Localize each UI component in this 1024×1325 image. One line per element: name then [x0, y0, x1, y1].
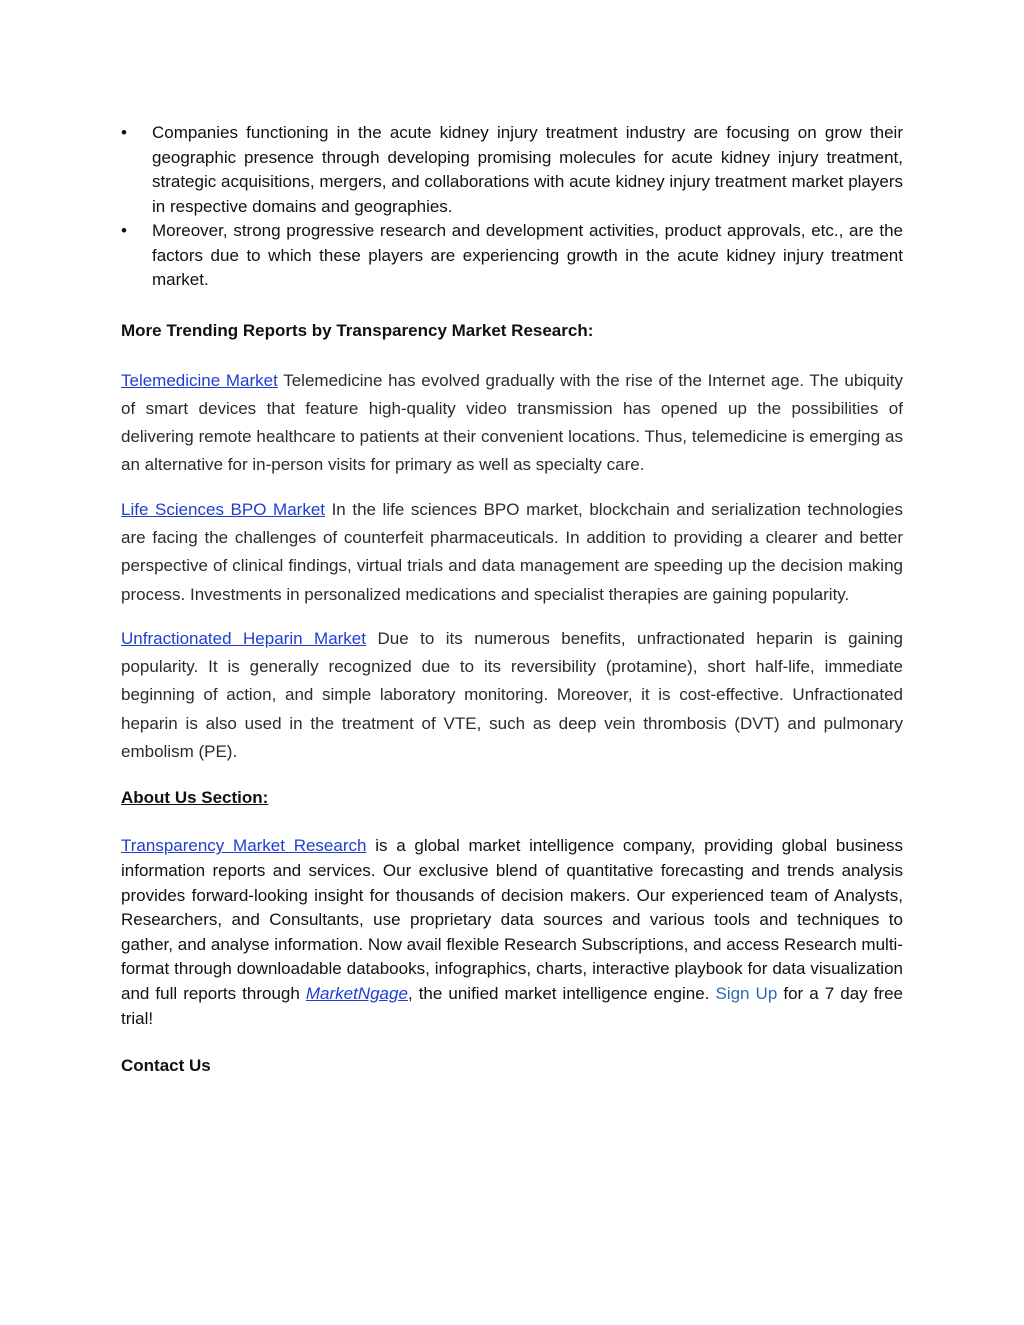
bullet-text: Moreover, strong progressive research and development activities, product approvals, etc., are the factors due to which these players are experiencing growth in the acute kidney injury treatment market. — [152, 221, 903, 289]
document-body — [121, 121, 903, 1078]
life-sciences-bpo-market-link[interactable]: Life Sciences BPO Market — [121, 499, 325, 519]
about-us-heading: About Us Section: — [121, 788, 269, 808]
bullet-item — [121, 121, 903, 219]
contact-us-heading: Contact Us — [121, 1056, 211, 1076]
bullet-list — [121, 121, 903, 293]
bullet-dot-icon: • — [121, 221, 127, 240]
report-text: Telemedicine has evolved gradually with the rise of the Internet age. The ubiquity of smart devices that feature high-quality video transmission has opened up the possibilities of delivering remote healthcare to patients at their convenient locations. Thus, telemedicine is emerging as an alternative for in-person visits for primary as well as specialty care. — [121, 370, 903, 475]
about-text: , the unified market intelligence engine. — [407, 983, 716, 1003]
marketngage-link[interactable]: MarketNgage — [305, 983, 408, 1003]
about-text: is a global market intelligence company, providing global business information reports and services. Our exclusive blend of quantitative forecasting and trends analysis provides forward-looking insight for thousands of decision makers. Our experienced team of Analysts, Researchers, and Consultants, use proprietary data sources and various tools and techniques to gather, and analyse information. Now avail flexible Research Subscriptions, and access Research multi-format through downloadable databooks, infographics, charts, interactive playbook for data visualization and full reports through — [121, 836, 903, 1003]
transparency-market-research-link[interactable]: Transparency Market Research — [121, 836, 367, 856]
unfractionated-heparin-market-link[interactable]: Unfractionated Heparin Market — [121, 628, 366, 648]
report-paragraph — [121, 496, 903, 609]
about-text: for a 7 day free trial! — [121, 983, 903, 1028]
report-text: In the life sciences BPO market, blockchain and serialization technologies are facing the challenges of counterfeit pharmaceuticals. In addition to providing a clearer and better perspective of clinical findings, virtual trials and data management are speeding up the decision making process. Investments in personalized medications and specialist therapies are gaining popularity. — [121, 499, 903, 604]
telemedicine-market-link[interactable]: Telemedicine Market — [121, 370, 278, 390]
report-text: Due to its numerous benefits, unfractionated heparin is gaining popularity. It is generally recognized due to its reversibility (protamine), short half-life, immediate beginning of action, and simple laboratory monitoring. Moreover, it is cost-effective. Unfractionated heparin is also used in the treatment of VTE, such as deep vein thrombosis (DVT) and pulmonary embolism (PE). — [121, 628, 903, 762]
bullet-item — [121, 219, 903, 293]
sign-up-link[interactable]: Sign Up — [715, 983, 778, 1003]
about-paragraph — [121, 834, 903, 1031]
bullet-dot-icon: • — [121, 123, 127, 142]
trending-reports-heading: More Trending Reports by Transparency Market Research: — [121, 320, 594, 340]
report-paragraph — [121, 367, 903, 480]
bullet-text: Companies functioning in the acute kidney injury treatment industry are focusing on grow their geographic presence through developing promising molecules for acute kidney injury treatment, strategic acquisitions, mergers, and collaborations with acute kidney injury treatment market players in respective domains and geographies. — [152, 123, 903, 216]
report-paragraph — [121, 625, 903, 766]
